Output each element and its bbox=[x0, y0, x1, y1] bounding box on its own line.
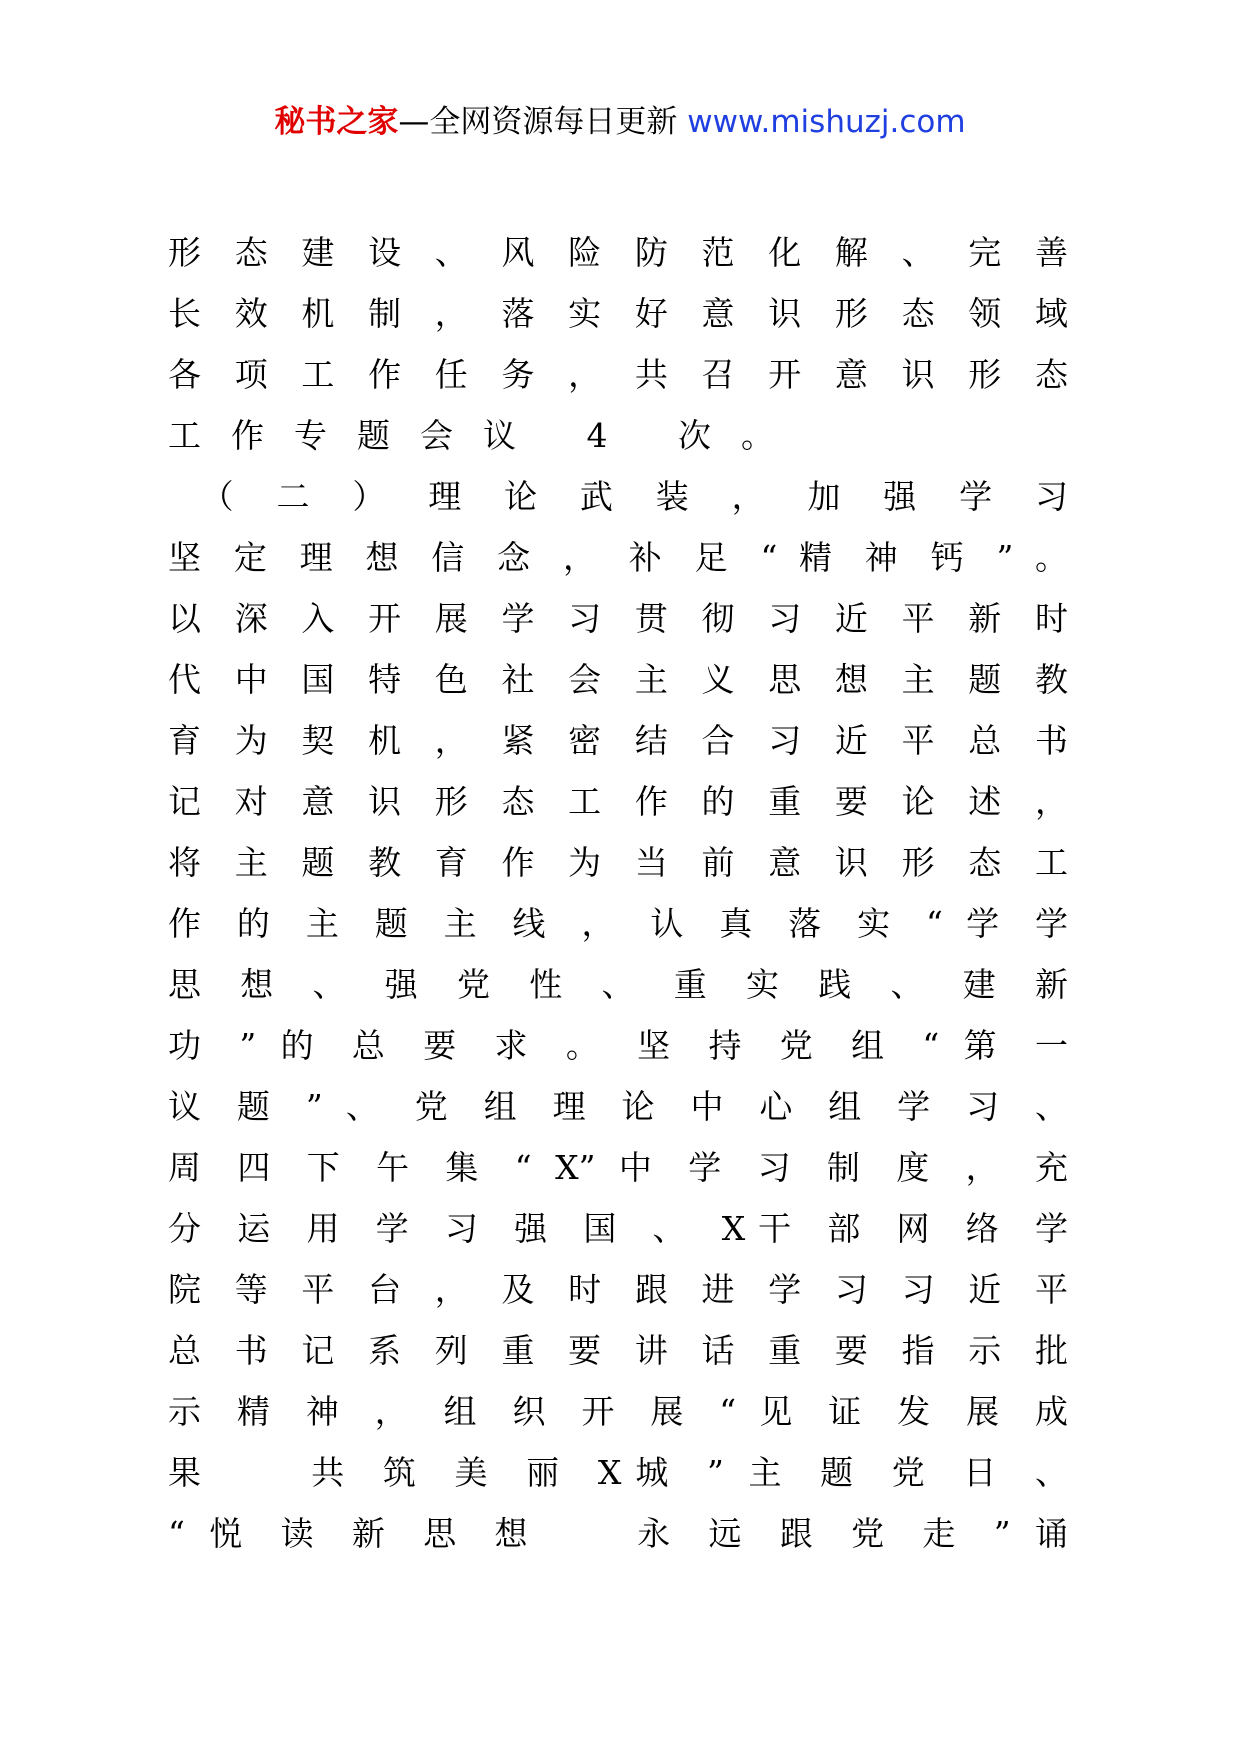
text-line: 育 为 契 机 ， 紧 密 结 合 习 近 平 总 书 bbox=[168, 721, 1068, 760]
text-line: 坚 定 理 想 信 念 ， 补 足 “ 精 神 钙 ” 。 bbox=[168, 538, 1068, 577]
text-line: 长 效 机 制 ， 落 实 好 意 识 形 态 领 域 bbox=[168, 294, 1068, 333]
text-line: “ 悦 读 新 思 想 永 远 跟 党 走 ” 诵 bbox=[168, 1514, 1068, 1553]
text-line: 以 深 入 开 展 学 习 贯 彻 习 近 平 新 时 bbox=[168, 599, 1068, 638]
text-line: 总 书 记 系 列 重 要 讲 话 重 要 指 示 批 bbox=[168, 1331, 1068, 1370]
text-line: 将 主 题 教 育 作 为 当 前 意 识 形 态 工 bbox=[168, 843, 1068, 882]
text-line: 分 运 用 学 习 强 国 、 X干 部 网 络 学 bbox=[168, 1209, 1068, 1248]
text-line: （ 二 ） 理 论 武 装 ， 加 强 学 习 bbox=[168, 477, 1068, 516]
document-body bbox=[168, 222, 1068, 1564]
text-line: 果 共 筑 美 丽 X城 ” 主 题 党 日 、 bbox=[168, 1453, 1068, 1492]
text-line: 示 精 神 ， 组 织 开 展 “ 见 证 发 展 成 bbox=[168, 1392, 1068, 1431]
text-line: 作 的 主 题 主 线 ， 认 真 落 实 “ 学 学 bbox=[168, 904, 1068, 943]
text-line: 周 四 下 午 集 “ X” 中 学 习 制 度 ， 充 bbox=[168, 1148, 1068, 1187]
text-line: 各 项 工 作 任 务 ， 共 召 开 意 识 形 态 bbox=[168, 355, 1068, 394]
text-line: 功 ” 的 总 要 求 。 坚 持 党 组 “ 第 一 bbox=[168, 1026, 1068, 1065]
text-line: 思 想 、 强 党 性 、 重 实 践 、 建 新 bbox=[168, 965, 1068, 1004]
text-line: 代 中 国 特 色 社 会 主 义 思 想 主 题 教 bbox=[168, 660, 1068, 699]
site-url-link[interactable]: www.mishuzj.com bbox=[687, 104, 966, 140]
text-line: 工作专题会议 4 次。 bbox=[168, 416, 804, 455]
page-header bbox=[0, 100, 1240, 144]
site-name: 秘书之家 bbox=[274, 104, 399, 140]
text-line: 形 态 建 设 、 风 险 防 范 化 解 、 完 善 bbox=[168, 233, 1068, 272]
text-line: 院 等 平 台 ， 及 时 跟 进 学 习 习 近 平 bbox=[168, 1270, 1068, 1309]
text-line: 记 对 意 识 形 态 工 作 的 重 要 论 述 ， bbox=[168, 782, 1068, 821]
site-slogan: —全网资源每日更新 bbox=[398, 104, 678, 140]
text-line: 议 题 ” 、 党 组 理 论 中 心 组 学 习 、 bbox=[168, 1087, 1068, 1126]
